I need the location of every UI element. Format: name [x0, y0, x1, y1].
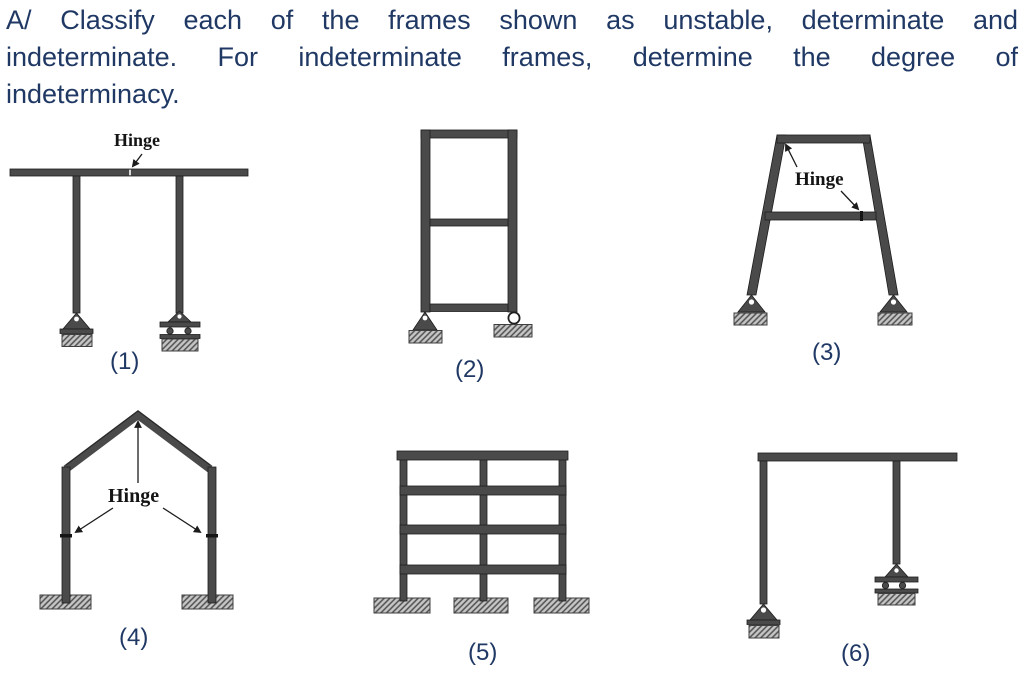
hinge-pointer-line: [76, 508, 113, 532]
figure-3: [710, 115, 960, 375]
roller-support-icon: [160, 311, 200, 351]
problem-statement: [6, 2, 1018, 113]
pin-support-icon: [747, 604, 780, 638]
figure-1: [0, 120, 270, 380]
hinge-pointer-line: [163, 508, 200, 532]
figure-5: [370, 430, 620, 681]
pin-support-icon: [878, 295, 912, 325]
pin-support-icon: [60, 313, 93, 347]
frame-2-drawing: [380, 115, 600, 390]
hinge-pointer-line: [133, 154, 142, 166]
frame-members: [60, 411, 218, 603]
figure-1-caption: (1): [110, 348, 140, 375]
frame-members: [758, 453, 957, 604]
frame-members: [421, 130, 517, 312]
hinge-pointer-line: [841, 191, 858, 209]
figure-6: [700, 420, 1024, 681]
frame-members: [397, 451, 568, 601]
figure-4-caption: (4): [119, 624, 149, 651]
figure-3-caption: (3): [812, 339, 842, 366]
hinge-label: Hinge: [114, 130, 161, 150]
figure-5-caption: (5): [468, 639, 498, 666]
frame-4-drawing: [10, 395, 290, 655]
figure-2-caption: (2): [455, 356, 485, 383]
statement-line-2: indeterminate. For indeterminate frames, determine the degree of: [6, 42, 1018, 72]
frame-1-drawing: [0, 120, 270, 380]
statement-line-3: indeterminacy.: [6, 79, 180, 109]
hinge-label: Hinge: [108, 485, 160, 507]
roller-support-icon: [494, 312, 532, 337]
frame-members: [747, 135, 898, 295]
pin-support-icon: [409, 312, 442, 343]
frame-3-drawing: [710, 115, 960, 375]
fixed-support-icon: [182, 595, 233, 609]
statement-line-1: A/ Classify each of the frames shown as unstable, determinate and: [6, 5, 1018, 35]
figure-2: [380, 115, 600, 390]
roller-support-icon: [875, 564, 918, 605]
figure-4: [10, 395, 290, 655]
hinge-label: Hinge: [795, 169, 844, 190]
pin-support-icon: [734, 295, 767, 325]
figure-6-caption: (6): [841, 640, 871, 667]
hinge-pointer-line: [786, 145, 797, 167]
frame-members: [10, 169, 248, 313]
